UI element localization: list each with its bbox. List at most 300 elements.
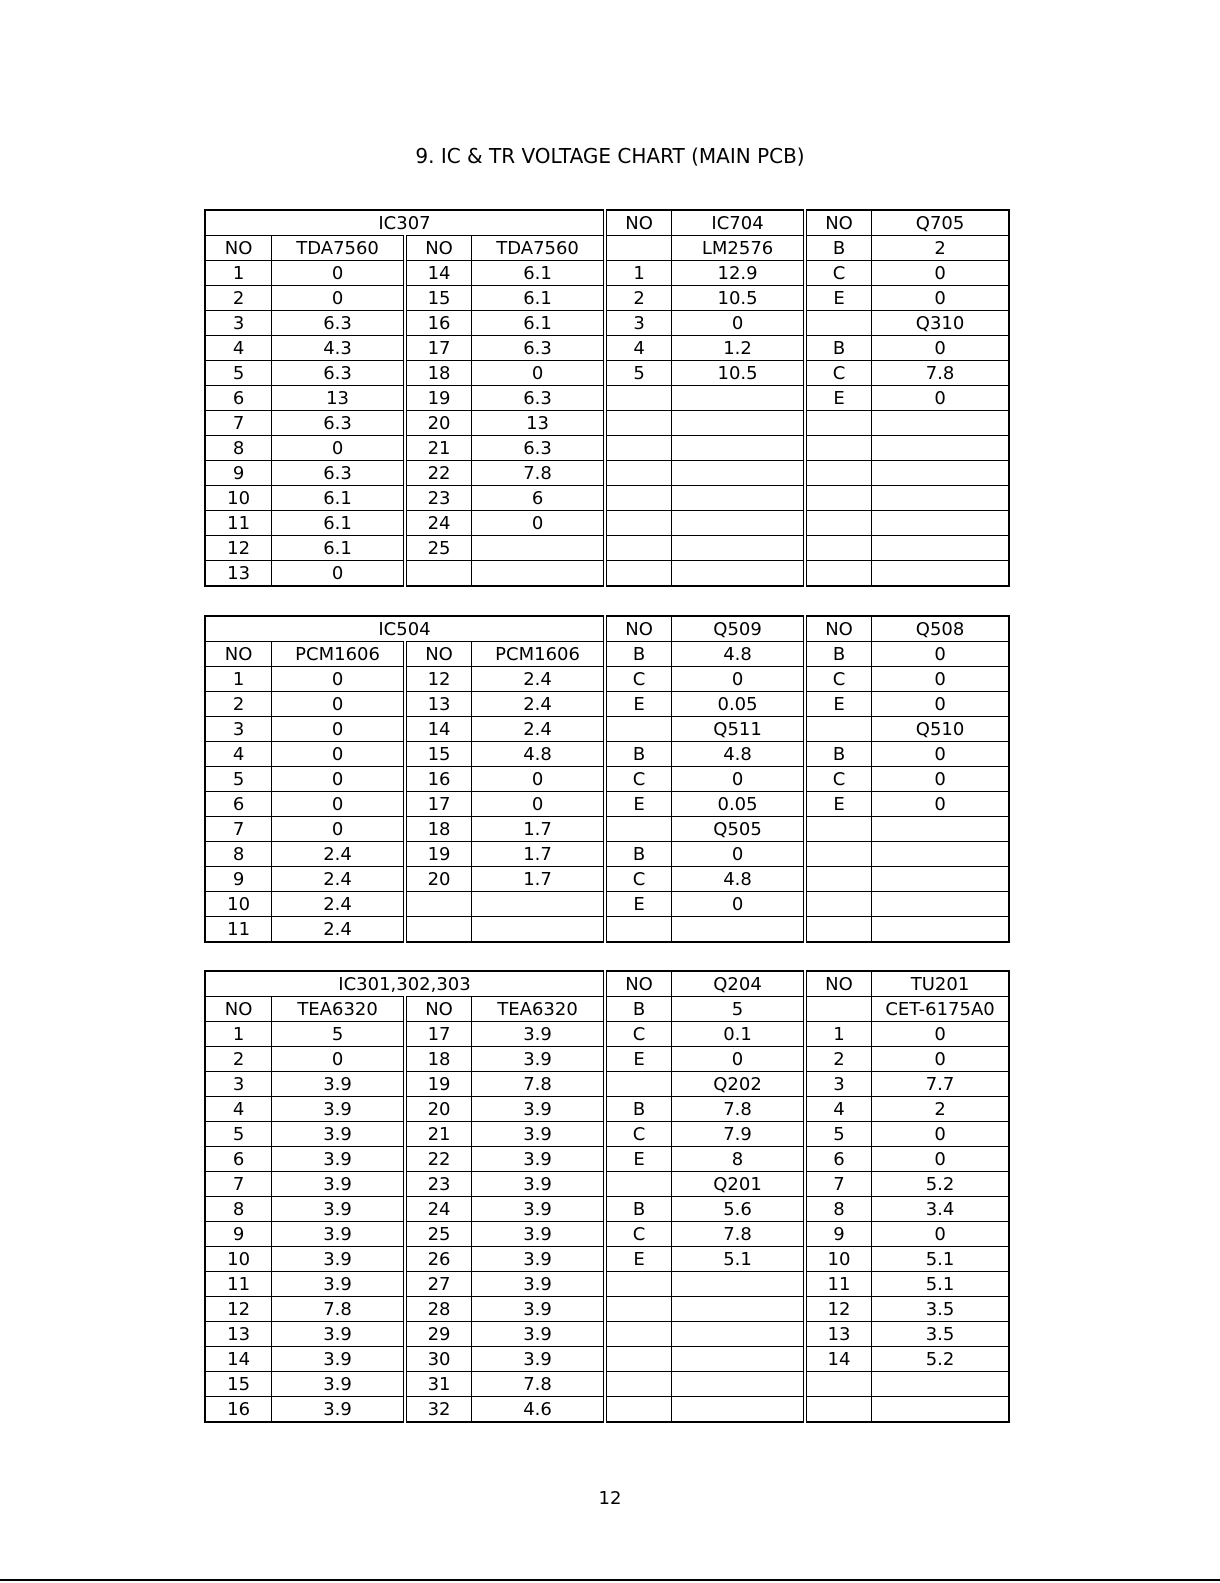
table-cell: 10.5	[672, 286, 805, 311]
table-cell	[872, 511, 1009, 536]
table-cell	[605, 561, 672, 587]
table-cell: 6	[805, 1147, 872, 1172]
table-row	[205, 1272, 1009, 1297]
table-cell: 2	[205, 692, 272, 717]
table-cell	[805, 486, 872, 511]
table-cell: 0	[872, 1222, 1009, 1247]
table-cell: 0	[872, 792, 1009, 817]
table-cell: 3.9	[472, 1122, 605, 1147]
table-row	[205, 561, 1009, 587]
table-row	[205, 842, 1009, 867]
table-cell: PCM1606	[472, 642, 605, 667]
table-cell: 5	[205, 767, 272, 792]
table-cell: 19	[405, 1072, 472, 1097]
table-cell: 24	[405, 511, 472, 536]
table-row	[205, 436, 1009, 461]
table-row	[205, 717, 1009, 742]
table-cell	[872, 1397, 1009, 1423]
table-row	[205, 486, 1009, 511]
table-cell	[605, 1372, 672, 1397]
table-cell: 6.1	[272, 511, 405, 536]
table-cell: 13	[272, 386, 405, 411]
table-cell: C	[605, 1022, 672, 1047]
table-row	[205, 817, 1009, 842]
table-cell: LM2576	[672, 236, 805, 261]
table-cell: 12	[805, 1297, 872, 1322]
table-cell: 0	[272, 792, 405, 817]
table-cell	[405, 561, 472, 587]
table-row	[205, 1297, 1009, 1322]
table-cell: 18	[405, 817, 472, 842]
table-cell	[805, 561, 872, 587]
table-cell: 0	[872, 1022, 1009, 1047]
table-cell: 7	[805, 1172, 872, 1197]
table-cell: 3.9	[272, 1272, 405, 1297]
table-row	[205, 917, 1009, 943]
table-cell: 10	[205, 892, 272, 917]
table-cell: 0.05	[672, 692, 805, 717]
table-cell: 0	[472, 792, 605, 817]
table-cell	[872, 867, 1009, 892]
table-cell: 14	[205, 1347, 272, 1372]
table-cell	[472, 536, 605, 561]
table-cell: 2	[605, 286, 672, 311]
table-row	[205, 1197, 1009, 1222]
table-cell: 0	[672, 311, 805, 336]
table-cell: 0	[872, 642, 1009, 667]
table-cell	[605, 917, 672, 943]
table-cell	[872, 842, 1009, 867]
table-cell: 3.9	[272, 1347, 405, 1372]
table-cell: 0	[272, 717, 405, 742]
table-cell: B	[605, 997, 672, 1022]
table-cell: 3	[605, 311, 672, 336]
table-cell: 5.2	[872, 1172, 1009, 1197]
table-cell	[805, 817, 872, 842]
table-cell: 0	[472, 511, 605, 536]
table-cell: 0	[672, 892, 805, 917]
table-row	[205, 792, 1009, 817]
table-header-cell: NO	[605, 616, 672, 642]
table-cell	[805, 892, 872, 917]
table-cell: NO	[205, 997, 272, 1022]
table-cell: 1.7	[472, 867, 605, 892]
table-cell	[805, 1372, 872, 1397]
table-cell	[672, 461, 805, 486]
bottom-rule	[0, 1579, 1220, 1581]
table-cell: E	[605, 792, 672, 817]
table-cell	[872, 817, 1009, 842]
table-cell: 3.9	[272, 1372, 405, 1397]
table-cell: 14	[405, 261, 472, 286]
table-cell: 6.3	[272, 361, 405, 386]
table-cell: 0	[872, 667, 1009, 692]
table-cell: Q201	[672, 1172, 805, 1197]
table-cell: C	[605, 1222, 672, 1247]
table-cell	[805, 917, 872, 943]
table-cell: 3.9	[272, 1197, 405, 1222]
table-cell: 25	[405, 1222, 472, 1247]
table-cell: 2	[805, 1047, 872, 1072]
table-cell: 8	[205, 842, 272, 867]
table-cell	[605, 486, 672, 511]
table-cell: E	[605, 1147, 672, 1172]
table-cell: 3.9	[272, 1172, 405, 1197]
table-cell: 0	[272, 692, 405, 717]
table-cell: 2.4	[272, 892, 405, 917]
table-cell: B	[805, 642, 872, 667]
table-cell: 20	[405, 1097, 472, 1122]
table-cell: 0	[272, 767, 405, 792]
table-cell: 12	[405, 667, 472, 692]
table-cell: E	[605, 1047, 672, 1072]
table-cell: 14	[405, 717, 472, 742]
table-cell: 2.4	[472, 667, 605, 692]
table-row	[205, 1347, 1009, 1372]
table-cell: 3	[205, 717, 272, 742]
table-cell: Q310	[872, 311, 1009, 336]
table-cell: 31	[405, 1372, 472, 1397]
table-cell	[672, 1372, 805, 1397]
table-cell	[472, 892, 605, 917]
table-cell	[872, 561, 1009, 587]
table-cell	[605, 717, 672, 742]
table-cell: 8	[205, 436, 272, 461]
table-cell: Q505	[672, 817, 805, 842]
table-cell: 28	[405, 1297, 472, 1322]
table-cell	[605, 1072, 672, 1097]
table-cell: E	[605, 692, 672, 717]
table-cell: E	[805, 792, 872, 817]
table-cell: 7.8	[272, 1297, 405, 1322]
table-cell: 13	[205, 561, 272, 587]
table-cell: 7.8	[472, 461, 605, 486]
table-cell: 10.5	[672, 361, 805, 386]
table-cell: B	[605, 1197, 672, 1222]
table-row	[205, 742, 1009, 767]
table-cell: 6.3	[272, 461, 405, 486]
table-cell: 0	[272, 436, 405, 461]
table-cell: 4	[205, 742, 272, 767]
table-cell: 2	[205, 286, 272, 311]
table-cell: B	[605, 642, 672, 667]
table-cell	[805, 461, 872, 486]
table-cell: 0	[872, 1122, 1009, 1147]
table-cell	[672, 411, 805, 436]
table-cell: 0	[872, 1047, 1009, 1072]
table-cell: 2.4	[472, 692, 605, 717]
table-header-row	[205, 971, 1009, 997]
table-cell: 18	[405, 361, 472, 386]
table-header-cell: Q508	[872, 616, 1009, 642]
table-cell: 9	[205, 867, 272, 892]
table-row	[205, 1172, 1009, 1197]
table-cell	[672, 536, 805, 561]
table-cell: 5	[805, 1122, 872, 1147]
table-cell: 6.3	[272, 311, 405, 336]
table-cell: 21	[405, 1122, 472, 1147]
table-cell: 6.1	[472, 261, 605, 286]
table-cell	[472, 917, 605, 943]
table-cell: 3.9	[272, 1072, 405, 1097]
table-cell: 0.05	[672, 792, 805, 817]
table-cell: 0	[872, 742, 1009, 767]
table-row	[205, 867, 1009, 892]
table-row	[205, 1247, 1009, 1272]
table-cell: 4.8	[672, 642, 805, 667]
table-cell: 3.5	[872, 1322, 1009, 1347]
table-row	[205, 311, 1009, 336]
table-header-cell: NO	[605, 971, 672, 997]
table-cell	[672, 386, 805, 411]
table-row	[205, 361, 1009, 386]
voltage-table	[204, 209, 1010, 587]
table-cell: 13	[472, 411, 605, 436]
table-cell: C	[805, 361, 872, 386]
table-cell: 20	[405, 411, 472, 436]
table-cell: 20	[405, 867, 472, 892]
table-cell: 3.9	[272, 1397, 405, 1423]
table-cell: 13	[405, 692, 472, 717]
table-cell: 6	[205, 386, 272, 411]
table-cell: 0	[272, 1047, 405, 1072]
table-cell: 0	[272, 667, 405, 692]
table-cell: 2.4	[272, 842, 405, 867]
table-cell: 15	[405, 742, 472, 767]
table-cell	[672, 1297, 805, 1322]
table-cell: NO	[405, 997, 472, 1022]
table-row	[205, 1047, 1009, 1072]
table-cell	[805, 511, 872, 536]
table-cell: 1	[805, 1022, 872, 1047]
table-cell: 3.9	[472, 1247, 605, 1272]
table-cell: 3.9	[472, 1097, 605, 1122]
table-cell: 3.4	[872, 1197, 1009, 1222]
table-row	[205, 997, 1009, 1022]
table-cell: 7	[205, 411, 272, 436]
table-header-cell: NO	[805, 210, 872, 236]
table-cell: Q510	[872, 717, 1009, 742]
table-cell	[672, 436, 805, 461]
table-cell: TEA6320	[272, 997, 405, 1022]
table-cell: 10	[805, 1247, 872, 1272]
table-cell	[805, 1397, 872, 1423]
table-cell	[805, 411, 872, 436]
table-cell: B	[805, 742, 872, 767]
table-cell: 4	[205, 336, 272, 361]
table-cell: 7.8	[672, 1097, 805, 1122]
table-cell	[672, 561, 805, 587]
table-cell: 12	[205, 536, 272, 561]
table-cell: 10	[205, 486, 272, 511]
table-cell	[805, 311, 872, 336]
table-cell	[805, 436, 872, 461]
table-cell: 11	[805, 1272, 872, 1297]
table-cell: NO	[205, 642, 272, 667]
table-cell: E	[605, 1247, 672, 1272]
table-header-cell: NO	[805, 971, 872, 997]
table-cell	[872, 486, 1009, 511]
table-cell	[872, 892, 1009, 917]
table-cell: 4	[605, 336, 672, 361]
table-cell: 4	[205, 1097, 272, 1122]
table-cell: 3.9	[272, 1122, 405, 1147]
table-cell: 3.9	[472, 1022, 605, 1047]
table-cell: 6.3	[272, 411, 405, 436]
table-cell: 5	[272, 1022, 405, 1047]
table-cell: 0	[872, 261, 1009, 286]
table-cell: B	[805, 336, 872, 361]
table-header-cell: NO	[805, 616, 872, 642]
table-cell: 5	[672, 997, 805, 1022]
table-cell: 5.1	[672, 1247, 805, 1272]
table-cell: Q202	[672, 1072, 805, 1097]
table-cell: 4.8	[472, 742, 605, 767]
table-cell: 3.9	[272, 1322, 405, 1347]
table-row	[205, 461, 1009, 486]
table-cell: 5	[205, 1122, 272, 1147]
table-cell: 22	[405, 1147, 472, 1172]
table-cell: 16	[405, 311, 472, 336]
table-cell: C	[605, 867, 672, 892]
table-row	[205, 286, 1009, 311]
table-cell: NO	[405, 642, 472, 667]
table-row	[205, 386, 1009, 411]
table-cell: 0	[272, 742, 405, 767]
table-cell: 12.9	[672, 261, 805, 286]
table-cell: 15	[205, 1372, 272, 1397]
voltage-table	[204, 970, 1010, 1423]
table-cell: 8	[672, 1147, 805, 1172]
table-cell: 5.1	[872, 1247, 1009, 1272]
table-cell: 1	[605, 261, 672, 286]
table-cell: 6.3	[472, 336, 605, 361]
table-cell: 0	[672, 667, 805, 692]
table-row	[205, 1072, 1009, 1097]
table-cell	[805, 536, 872, 561]
table-cell: 1.7	[472, 842, 605, 867]
table-cell	[805, 867, 872, 892]
table-row	[205, 1222, 1009, 1247]
table-cell	[872, 461, 1009, 486]
table-cell: 19	[405, 386, 472, 411]
table-cell: 0	[872, 692, 1009, 717]
table-cell: 13	[805, 1322, 872, 1347]
table-cell: 22	[405, 461, 472, 486]
table-row	[205, 1397, 1009, 1423]
table-cell: 0	[672, 767, 805, 792]
table-cell: 0	[272, 261, 405, 286]
table-cell: 0	[872, 286, 1009, 311]
table-cell	[605, 817, 672, 842]
table-cell	[605, 1347, 672, 1372]
table-cell: 1.7	[472, 817, 605, 842]
table-cell: E	[805, 286, 872, 311]
table-cell: 9	[805, 1222, 872, 1247]
table-cell: 5	[605, 361, 672, 386]
table-cell	[605, 1397, 672, 1423]
table-header-cell: Q204	[672, 971, 805, 997]
table-cell: 6	[472, 486, 605, 511]
table-cell	[672, 917, 805, 943]
voltage-table	[204, 615, 1010, 943]
table-header-cell: IC704	[672, 210, 805, 236]
table-cell: 4.6	[472, 1397, 605, 1423]
table-cell	[605, 536, 672, 561]
table-cell: 14	[805, 1347, 872, 1372]
table-cell: 0	[272, 561, 405, 587]
table-cell: 6.1	[272, 536, 405, 561]
table-cell: 3	[205, 311, 272, 336]
table-header-cell: IC301,302,303	[205, 971, 605, 997]
table-cell: 0	[872, 336, 1009, 361]
table-row	[205, 1122, 1009, 1147]
table-cell	[605, 511, 672, 536]
table-cell: 1.2	[672, 336, 805, 361]
table-cell: 0.1	[672, 1022, 805, 1047]
table-header-cell: Q509	[672, 616, 805, 642]
table-cell	[672, 1347, 805, 1372]
table-cell	[872, 436, 1009, 461]
table-cell: 4.8	[672, 867, 805, 892]
table-header-row	[205, 210, 1009, 236]
table-cell: CET-6175A0	[872, 997, 1009, 1022]
table-row	[205, 511, 1009, 536]
table-cell: 3	[205, 1072, 272, 1097]
table-row	[205, 411, 1009, 436]
table-cell: 7	[205, 1172, 272, 1197]
table-row	[205, 1097, 1009, 1122]
table-cell	[805, 842, 872, 867]
table-cell	[672, 511, 805, 536]
table-cell: 25	[405, 536, 472, 561]
table-cell: 17	[405, 1022, 472, 1047]
table-cell	[872, 411, 1009, 436]
table-cell: 3.9	[272, 1147, 405, 1172]
table-cell: Q511	[672, 717, 805, 742]
table-cell	[872, 1372, 1009, 1397]
table-cell: 3.9	[472, 1172, 605, 1197]
table-cell: E	[805, 386, 872, 411]
table-cell: 15	[405, 286, 472, 311]
table-cell: 23	[405, 486, 472, 511]
table-cell	[405, 917, 472, 943]
table-cell: C	[805, 667, 872, 692]
table-cell: 3.9	[272, 1097, 405, 1122]
table-cell: 8	[205, 1197, 272, 1222]
table-cell: 0	[872, 1147, 1009, 1172]
table-cell: 2	[872, 1097, 1009, 1122]
table-cell: 3.9	[472, 1272, 605, 1297]
table-cell: 9	[205, 1222, 272, 1247]
table-cell: 27	[405, 1272, 472, 1297]
table-cell: 13	[205, 1322, 272, 1347]
table-cell: 3.9	[472, 1047, 605, 1072]
table-cell	[872, 917, 1009, 943]
table-cell: 7.8	[672, 1222, 805, 1247]
table-cell: 7	[205, 817, 272, 842]
table-cell: 7.8	[872, 361, 1009, 386]
table-cell: 10	[205, 1247, 272, 1272]
table-cell: 7.9	[672, 1122, 805, 1147]
table-cell	[605, 236, 672, 261]
table-cell: 6.3	[472, 386, 605, 411]
table-cell: 17	[405, 792, 472, 817]
table-cell: 11	[205, 1272, 272, 1297]
table-cell: 1	[205, 1022, 272, 1047]
table-row	[205, 642, 1009, 667]
table-cell: C	[805, 767, 872, 792]
